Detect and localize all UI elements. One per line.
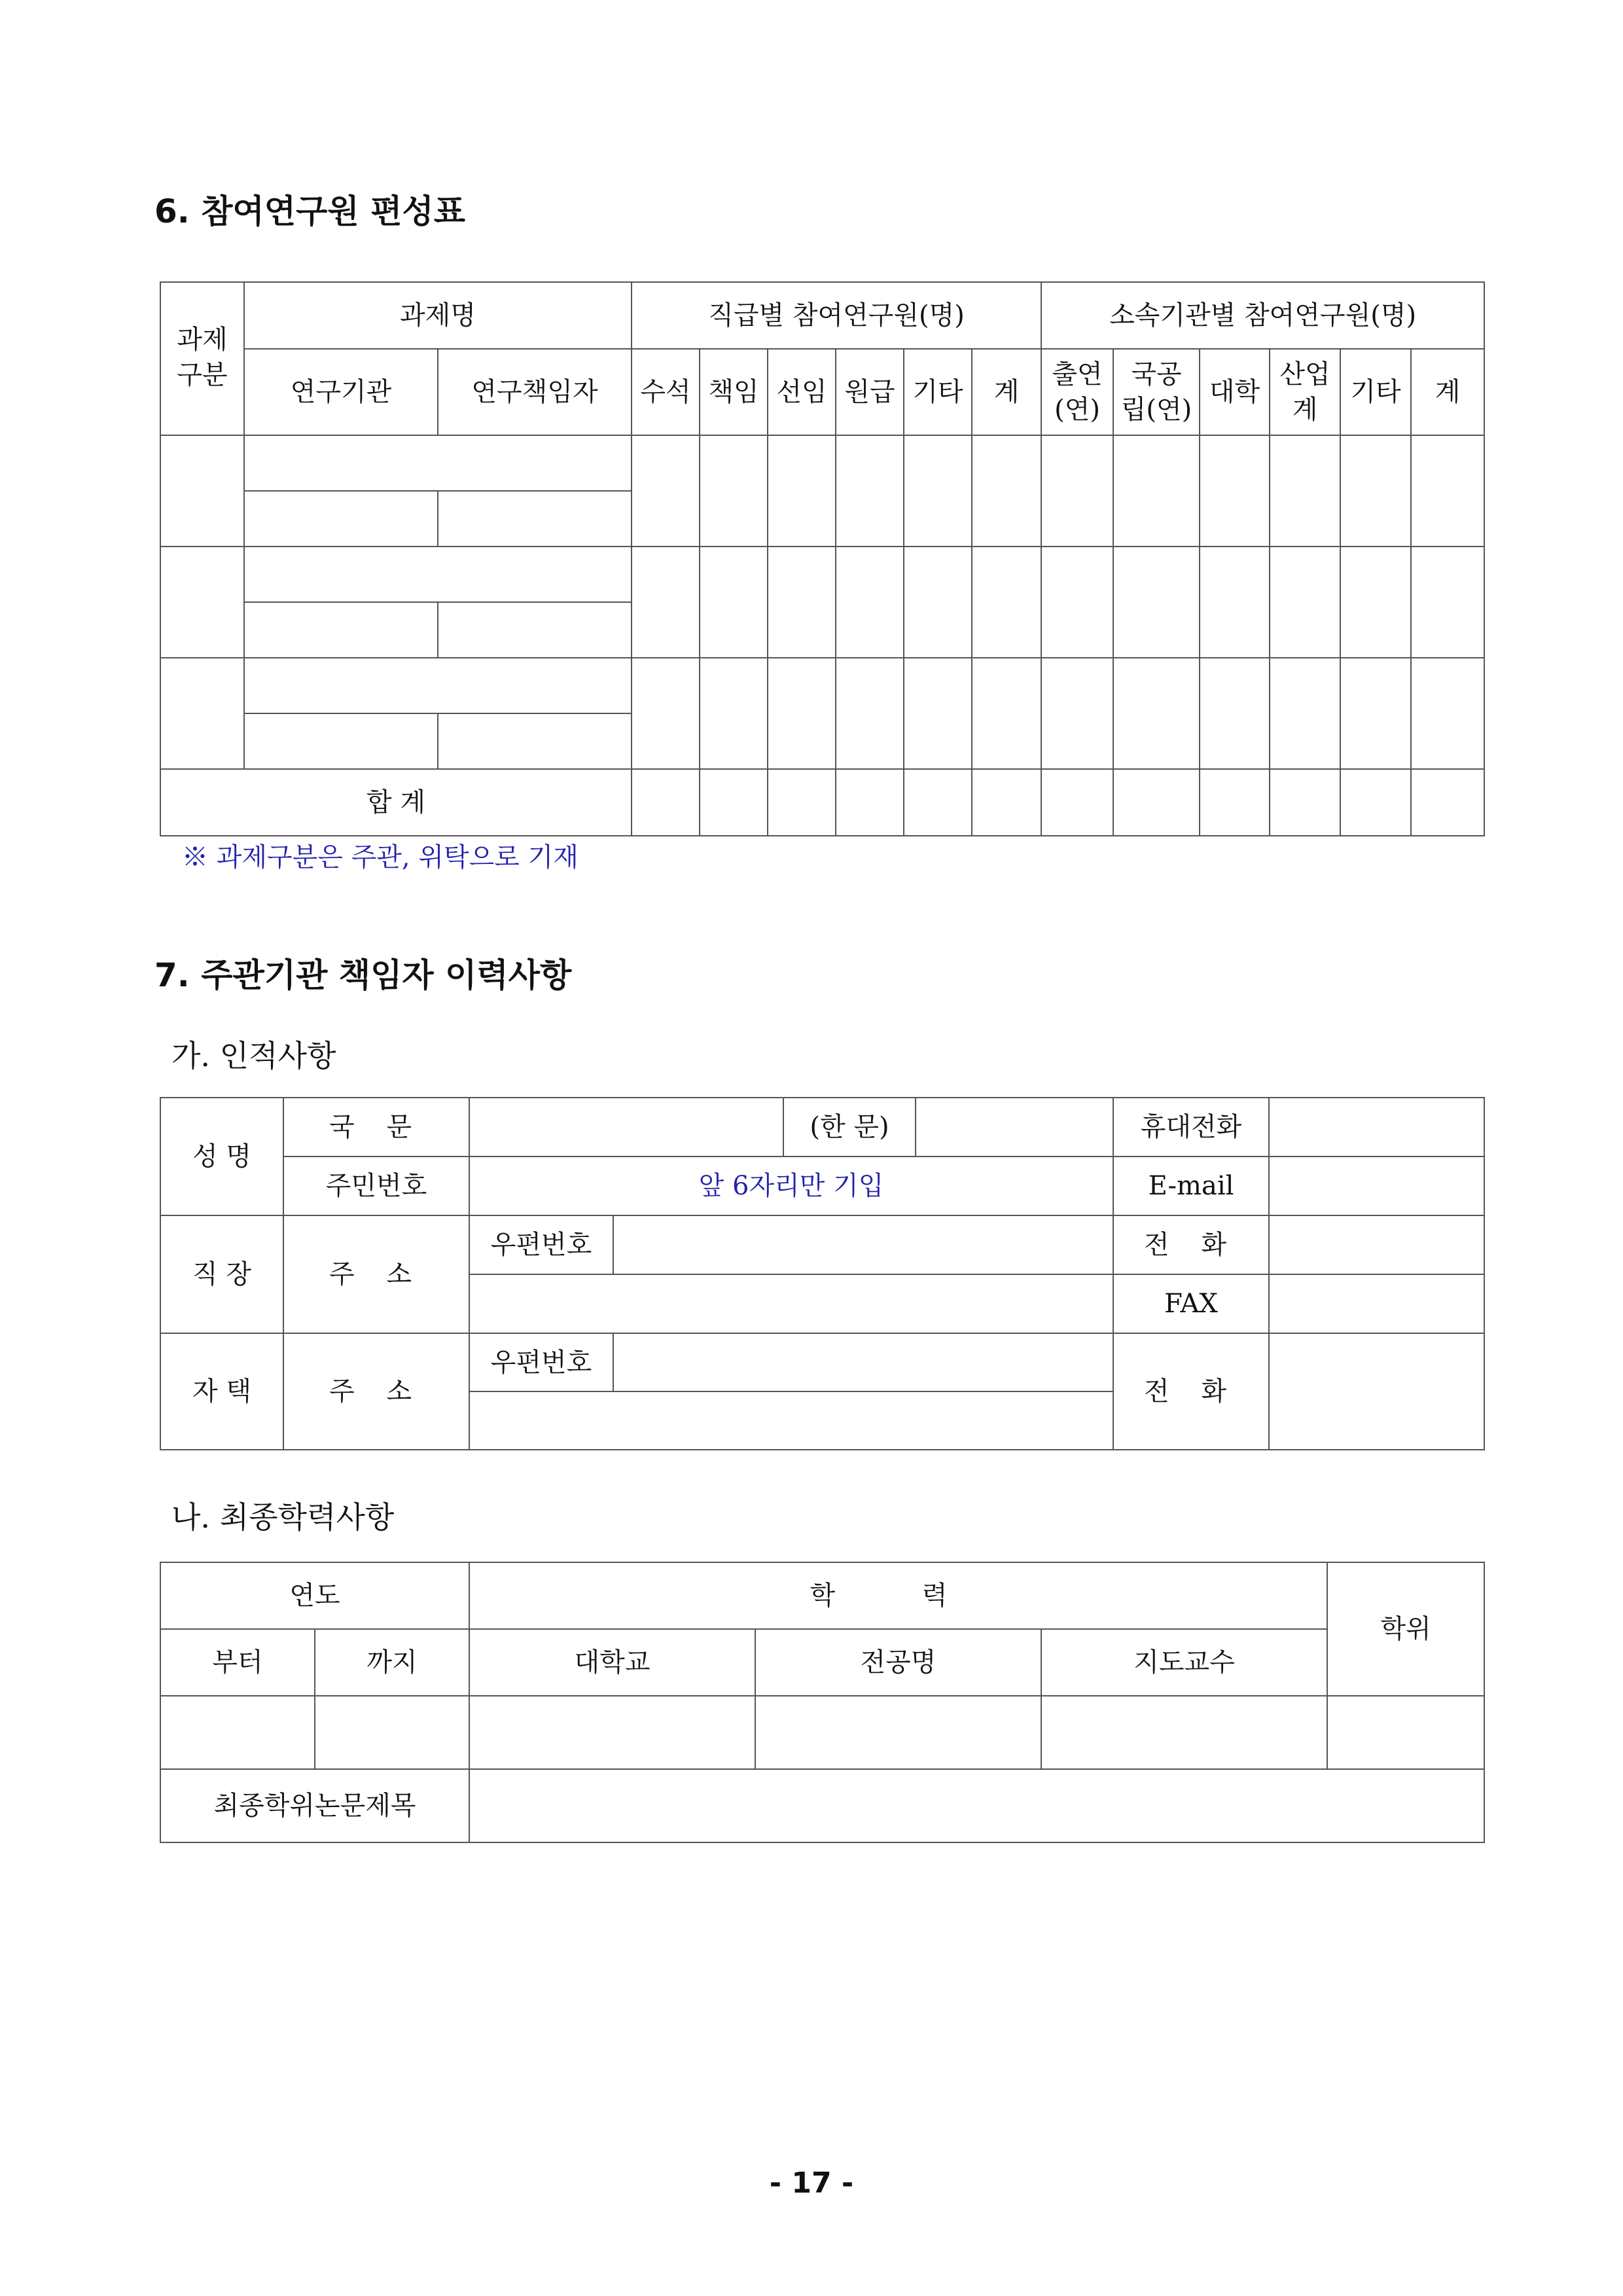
- count-cell[interactable]: [904, 547, 972, 658]
- section-6-title: 6. 참여연구원 편성표: [154, 192, 465, 230]
- count-cell[interactable]: [836, 658, 904, 769]
- header-project: 과제명: [244, 282, 632, 349]
- project-name-cell[interactable]: [244, 547, 632, 602]
- email-field[interactable]: [1269, 1157, 1484, 1215]
- total-cell[interactable]: [1411, 769, 1484, 836]
- header-by-rank: 직급별 참여연구원(명): [632, 282, 1041, 349]
- workplace-label: 직 장: [160, 1215, 283, 1333]
- header-by-affiliation: 소속기관별 참여연구원(명): [1041, 282, 1484, 349]
- home-address-label: 주 소: [283, 1333, 469, 1450]
- count-cell[interactable]: [1270, 658, 1340, 769]
- home-address-field[interactable]: [469, 1391, 1113, 1450]
- count-cell[interactable]: [1270, 547, 1340, 658]
- count-cell[interactable]: [1113, 547, 1200, 658]
- korean-name-label: 국 문: [283, 1098, 469, 1157]
- hanja-name-field[interactable]: [916, 1098, 1113, 1157]
- count-cell[interactable]: [1411, 658, 1484, 769]
- to-field[interactable]: [315, 1696, 469, 1769]
- home-postal-field[interactable]: [613, 1333, 1113, 1391]
- home-phone-field[interactable]: [1269, 1333, 1484, 1450]
- division-cell[interactable]: [160, 547, 244, 658]
- personal-info-table: [160, 1097, 1485, 1450]
- work-postal-label: 우편번호: [469, 1215, 613, 1274]
- manager-cell[interactable]: [438, 602, 632, 658]
- education-table: [160, 1562, 1485, 1843]
- count-cell[interactable]: [1113, 658, 1200, 769]
- total-cell[interactable]: [1041, 769, 1113, 836]
- count-cell[interactable]: [1200, 435, 1270, 547]
- manager-cell[interactable]: [438, 491, 632, 547]
- total-cell[interactable]: [768, 769, 836, 836]
- rank-col: 선임: [768, 349, 836, 435]
- count-cell[interactable]: [836, 435, 904, 547]
- total-cell[interactable]: [632, 769, 700, 836]
- count-cell[interactable]: [1411, 547, 1484, 658]
- count-cell[interactable]: [1340, 547, 1411, 658]
- institution-cell[interactable]: [244, 713, 438, 769]
- affil-col: 계: [1411, 349, 1484, 435]
- total-cell[interactable]: [972, 769, 1041, 836]
- division-note: ※ 과제구분은 주관, 위탁으로 기재: [182, 842, 579, 872]
- rank-col: 원급: [836, 349, 904, 435]
- work-postal-field[interactable]: [613, 1215, 1113, 1274]
- count-cell[interactable]: [632, 547, 700, 658]
- education-subtitle: 나. 최종학력사항: [171, 1499, 395, 1535]
- personal-info-subtitle: 가. 인적사항: [171, 1038, 336, 1073]
- count-cell[interactable]: [1270, 435, 1340, 547]
- count-cell[interactable]: [1200, 547, 1270, 658]
- total-label: 합 계: [160, 769, 632, 836]
- project-name-cell[interactable]: [244, 658, 632, 713]
- total-cell[interactable]: [1340, 769, 1411, 836]
- page-number: - 17 -: [769, 2166, 854, 2200]
- count-cell[interactable]: [700, 435, 768, 547]
- hanja-name-label: (한 문): [783, 1098, 916, 1157]
- home-phone-label: 전 화: [1113, 1333, 1269, 1450]
- resident-id-field[interactable]: 앞 6자리만 기입: [469, 1157, 1113, 1215]
- mobile-label: 휴대전화: [1113, 1098, 1269, 1157]
- affil-col: 기타: [1340, 349, 1411, 435]
- count-cell[interactable]: [1041, 658, 1113, 769]
- header-manager: 연구책임자: [438, 349, 632, 435]
- count-cell[interactable]: [972, 547, 1041, 658]
- total-cell[interactable]: [904, 769, 972, 836]
- to-label: 까지: [315, 1629, 469, 1696]
- count-cell[interactable]: [1340, 435, 1411, 547]
- count-cell[interactable]: [1113, 435, 1200, 547]
- count-cell[interactable]: [1041, 547, 1113, 658]
- count-cell[interactable]: [768, 435, 836, 547]
- affil-col: 출연 (연): [1041, 349, 1113, 435]
- institution-cell[interactable]: [244, 602, 438, 658]
- total-cell[interactable]: [700, 769, 768, 836]
- advisor-field[interactable]: [1041, 1696, 1327, 1769]
- work-phone-label: 전 화: [1113, 1215, 1269, 1274]
- degree-label: 학위: [1327, 1562, 1484, 1696]
- work-address-field[interactable]: [469, 1274, 1113, 1333]
- mobile-field[interactable]: [1269, 1098, 1484, 1157]
- count-cell[interactable]: [768, 547, 836, 658]
- count-cell[interactable]: [904, 658, 972, 769]
- count-cell[interactable]: [904, 435, 972, 547]
- division-cell[interactable]: [160, 435, 244, 547]
- work-address-label: 주 소: [283, 1215, 469, 1333]
- thesis-field[interactable]: [469, 1769, 1484, 1842]
- name-label: 성 명: [160, 1098, 283, 1215]
- count-cell[interactable]: [836, 547, 904, 658]
- affil-col: 산업 계: [1270, 349, 1340, 435]
- education-label: 학 력: [469, 1562, 1327, 1629]
- from-label: 부터: [160, 1629, 315, 1696]
- header-institution: 연구기관: [244, 349, 438, 435]
- thesis-label: 최종학위논문제목: [160, 1769, 469, 1842]
- fax-field[interactable]: [1269, 1274, 1484, 1333]
- fax-label: FAX: [1113, 1274, 1269, 1333]
- university-label: 대학교: [469, 1629, 755, 1696]
- section-7-title: 7. 주관기관 책임자 이력사항: [154, 956, 572, 994]
- korean-name-field[interactable]: [469, 1098, 783, 1157]
- university-field[interactable]: [469, 1696, 755, 1769]
- count-cell[interactable]: [632, 658, 700, 769]
- major-label: 전공명: [755, 1629, 1041, 1696]
- rank-col: 수석: [632, 349, 700, 435]
- year-label: 연도: [160, 1562, 469, 1629]
- email-label: E-mail: [1113, 1157, 1269, 1215]
- work-phone-field[interactable]: [1269, 1215, 1484, 1274]
- count-cell[interactable]: [700, 547, 768, 658]
- project-name-cell[interactable]: [244, 435, 632, 491]
- affil-col: 국공 립(연): [1113, 349, 1200, 435]
- total-cell[interactable]: [836, 769, 904, 836]
- count-cell[interactable]: [1411, 435, 1484, 547]
- home-postal-label: 우편번호: [469, 1333, 613, 1391]
- total-cell[interactable]: [1113, 769, 1200, 836]
- division-cell[interactable]: [160, 658, 244, 769]
- total-cell[interactable]: [1200, 769, 1270, 836]
- count-cell[interactable]: [972, 658, 1041, 769]
- count-cell[interactable]: [768, 658, 836, 769]
- count-cell[interactable]: [972, 435, 1041, 547]
- advisor-label: 지도교수: [1041, 1629, 1327, 1696]
- header-division: 과제 구분: [160, 282, 244, 435]
- count-cell[interactable]: [1200, 658, 1270, 769]
- from-field[interactable]: [160, 1696, 315, 1769]
- degree-field[interactable]: [1327, 1696, 1484, 1769]
- affil-col: 대학: [1200, 349, 1270, 435]
- rank-col: 계: [972, 349, 1041, 435]
- researcher-composition-table: [160, 281, 1485, 836]
- major-field[interactable]: [755, 1696, 1041, 1769]
- total-cell[interactable]: [1270, 769, 1340, 836]
- rank-col: 기타: [904, 349, 972, 435]
- resident-id-label: 주민번호: [283, 1157, 469, 1215]
- count-cell[interactable]: [1340, 658, 1411, 769]
- manager-cell[interactable]: [438, 713, 632, 769]
- home-label: 자 택: [160, 1333, 283, 1450]
- count-cell[interactable]: [632, 435, 700, 547]
- rank-col: 책임: [700, 349, 768, 435]
- institution-cell[interactable]: [244, 491, 438, 547]
- count-cell[interactable]: [700, 658, 768, 769]
- count-cell[interactable]: [1041, 435, 1113, 547]
